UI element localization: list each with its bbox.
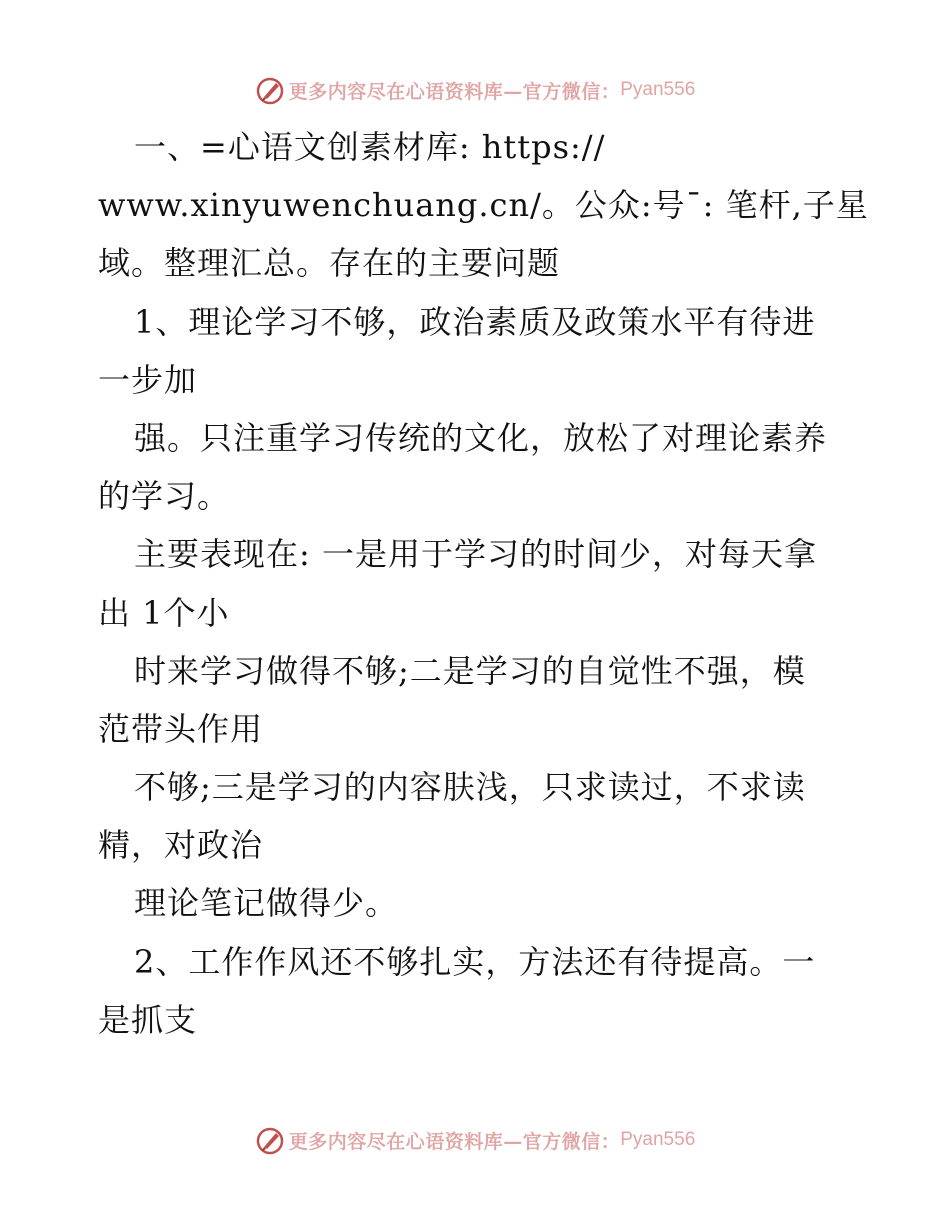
header-banner <box>0 72 950 108</box>
pen-logo-icon <box>255 75 285 105</box>
footer-banner-text: 更多内容尽在心语资料库—官方微信： <box>288 1130 621 1153</box>
body-line: www.xinyuwenchuang.cn/。公众:号¯: 笔杆,子星 <box>98 186 869 225</box>
body-line: 一步加 <box>98 360 198 399</box>
body-line: 范带头作用 <box>98 709 264 748</box>
body-line: 2、工作作风还不够扎实，方法还有待提高。一 <box>134 942 816 981</box>
body-line: 不够;三是学习的内容肤浅，只求读过，不求读 <box>134 768 806 807</box>
header-wechat-id: Pyan556 <box>620 79 696 100</box>
body-line: 强。只注重学习传统的文化，放松了对理论素养 <box>134 418 828 457</box>
body-line: 1、理论学习不够，政治素质及政策水平有待进 <box>134 302 816 341</box>
body-line: 主要表现在: 一是用于学习的时间少，对每天拿 <box>134 535 817 574</box>
body-line: 精，对政治 <box>98 826 264 865</box>
body-line: 的学习。 <box>98 477 231 516</box>
body-line: 是抓支 <box>98 1000 198 1039</box>
pen-logo-icon <box>255 1125 285 1155</box>
footer-banner <box>0 1122 950 1158</box>
footer-wechat-id: Pyan556 <box>620 1129 696 1150</box>
header-banner-text: 更多内容尽在心语资料库—官方微信： <box>288 80 621 103</box>
body-line: 理论笔记做得少。 <box>134 884 399 923</box>
body-line: 时来学习做得不够;二是学习的自觉性不强，模 <box>134 651 806 690</box>
body-line: 域。整理汇总。存在的主要问题 <box>98 244 561 283</box>
document-body <box>98 118 869 1049</box>
body-line: 一、=心语文创素材库: https:// <box>134 128 606 166</box>
body-line: 出 1个小 <box>98 593 230 632</box>
